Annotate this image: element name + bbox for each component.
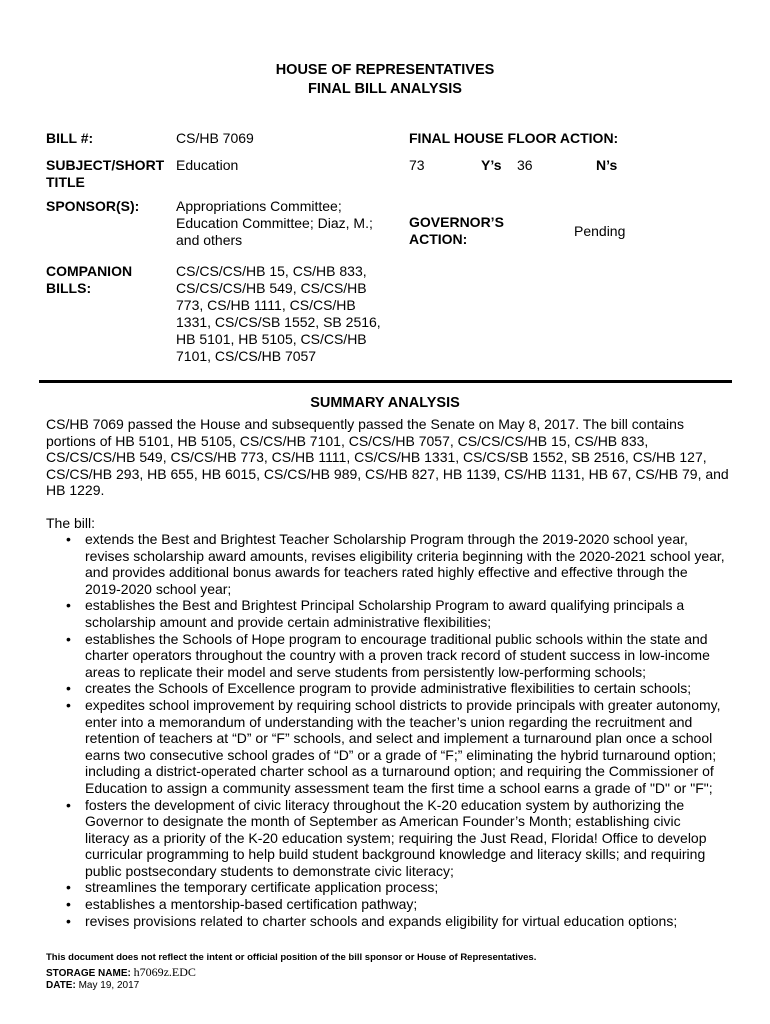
list-item: [39, 631, 739, 681]
document-title: HOUSE OF REPRESENTATIVES: [275, 62, 495, 78]
yeas-count: 73: [409, 157, 425, 173]
disclaimer: This document does not reflect the intent or official position of the bill sponsor or House of Representatives.: [46, 952, 537, 963]
date-value: May 19, 2017: [78, 980, 140, 991]
list-item-line: revises provisions related to charter schools and expands eligibility for virtual education options;: [85, 912, 678, 929]
list-item-line: streamlines the temporary certificate application process;: [85, 879, 439, 896]
bullet-icon: •: [66, 896, 71, 913]
subject-label-line: TITLE: [46, 174, 85, 190]
storage-label: STORAGE NAME:: [46, 968, 131, 979]
storage-name: [46, 966, 196, 980]
sponsor-line: Appropriations Committee;: [176, 198, 342, 214]
sponsor-label: SPONSOR(S):: [46, 198, 140, 214]
floor-action-label: FINAL HOUSE FLOOR ACTION:: [409, 130, 619, 146]
section-divider: [39, 380, 732, 383]
nays-count: 36: [517, 157, 533, 173]
list-item: [39, 797, 739, 880]
governor-action-value: Pending: [574, 223, 626, 239]
companion-line: CS/CS/CS/HB 15, CS/HB 833,: [176, 263, 367, 279]
bullet-icon: •: [66, 796, 71, 813]
bill-number-value: CS/HB 7069: [176, 130, 254, 146]
list-item-line: public postsecondary students to demonstrate civic literacy;: [85, 862, 454, 879]
list-item: [39, 531, 739, 597]
list-item: [39, 697, 739, 797]
yeas-label: Y’s: [481, 157, 502, 173]
subject-label-line: SUBJECT/SHORT: [46, 157, 165, 173]
bill-intro: The bill:: [46, 515, 96, 531]
bullet-icon: •: [66, 680, 71, 697]
bill-provisions-list: [39, 531, 739, 929]
sponsor-line: Education Committee; Diaz, M.;: [176, 215, 373, 231]
bullet-icon: •: [66, 630, 71, 647]
list-item-line: extends the Best and Brightest Teacher Scholarship Program through the 2019-2020 school year,: [85, 531, 688, 547]
companion-label-line: BILLS:: [46, 280, 92, 296]
list-item-line: scholarship amount and provide certain administrative flexibilities;: [85, 613, 492, 630]
list-item-line: establishes the Schools of Hope program to encourage traditional public schools within the state and: [85, 630, 708, 647]
sponsor-line: and others: [176, 232, 243, 248]
list-item-line: expedites school improvement by requiring school districts to provide principals with greater autonomy,: [85, 696, 721, 713]
list-item-line: fosters the development of civic literacy throughout the K-20 education system by authorizing the: [85, 796, 685, 813]
summary-intro-line: CS/CS/CS/HB 549, CS/CS/HB 773, CS/HB 1111, CS/CS/HB 1331, CS/CS/SB 1552, SB 2516, CS/HB 127,: [46, 449, 707, 466]
list-item-line: creates the Schools of Excellence program to provide administrative flexibilities to certain schools;: [85, 680, 692, 697]
summary-intro: [46, 416, 736, 499]
bullet-icon: •: [66, 912, 71, 929]
list-item-line: including a district-operated charter school as a turnaround option; and requiring the Commissioner of: [85, 763, 714, 780]
bullet-icon: •: [66, 597, 71, 614]
subject-label: [46, 157, 164, 191]
subject-value: Education: [176, 157, 239, 173]
bill-number-label: BILL #:: [46, 130, 94, 146]
summary-title: SUMMARY ANALYSIS: [310, 395, 460, 411]
companion-line: CS/CS/CS/HB 549, CS/CS/HB: [176, 280, 367, 296]
companion-line: HB 5101, HB 5105, CS/CS/HB: [176, 331, 367, 347]
list-item-line: 2019-2020 school year;: [85, 580, 232, 597]
list-item-line: areas to replicate their model and serve students from persistently low-performing schools;: [85, 663, 647, 680]
companion-bills-label: [46, 263, 132, 297]
document-subtitle: FINAL BILL ANALYSIS: [308, 81, 462, 97]
companion-line: 7101, CS/CS/HB 7057: [176, 348, 317, 364]
governor-label-line: GOVERNOR’S: [409, 214, 504, 230]
list-item-line: charter operators throughout the country with a proven track record of student success in low-income: [85, 647, 710, 664]
list-item-line: revises scholarship award amounts, revises eligibility criteria beginning with the 2020-2021 school year,: [85, 547, 725, 564]
bullet-icon: •: [66, 696, 71, 713]
list-item-line: earns two consecutive school grades of “D” or a grade of “F;” eliminating the hybrid turnaround option;: [85, 746, 717, 763]
companion-line: 1331, CS/CS/SB 1552, SB 2516,: [176, 314, 381, 330]
list-item: [39, 913, 739, 930]
summary-intro-line: CS/CS/HB 293, HB 655, HB 6015, CS/CS/HB 989, CS/HB 827, HB 1139, CS/HB 1131, HB 67, CS/HB 79, and: [46, 465, 729, 482]
list-item: [39, 680, 739, 697]
governor-label-line: ACTION:: [409, 231, 468, 247]
summary-intro-line: portions of HB 5101, HB 5105, CS/CS/HB 7101, CS/CS/HB 7057, CS/CS/CS/HB 15, CS/HB 833,: [46, 432, 649, 449]
bullet-icon: •: [66, 531, 71, 547]
nays-label: N’s: [596, 157, 618, 173]
governor-action-label: [409, 214, 504, 248]
list-item: [39, 896, 739, 913]
companion-label-line: COMPANION: [46, 263, 133, 279]
list-item-line: literacy as a priority of the K-20 education system; requiring the Just Read, Florida! Office to develop: [85, 829, 707, 846]
list-item-line: Governor to designate the month of September as American Founder’s Month; establishing civic: [85, 813, 681, 830]
list-item-line: enter into a memorandum of understanding with the teacher’s union regarding the recruitment and: [85, 713, 693, 730]
list-item: [39, 879, 739, 896]
list-item-line: retention of teachers at “D” or “F” schools, and select and implement a turnaround plan once a school: [85, 730, 713, 747]
companion-line: 773, CS/HB 1111, CS/CS/HB: [176, 297, 356, 313]
list-item-line: Education to assign a community assessment team the first time a school earns a grade of "D" or "F";: [85, 779, 713, 796]
list-item-line: establishes a mentorship-based certification pathway;: [85, 896, 418, 913]
date-label: DATE:: [46, 980, 76, 991]
list-item-line: establishes the Best and Brightest Principal Scholarship Program to award qualifying principals a: [85, 597, 685, 614]
document-date: [46, 979, 139, 992]
list-item-line: and provides additional bonus awards for teachers rated highly effective and effective through the: [85, 564, 688, 581]
storage-value: h7069z.EDC: [133, 965, 196, 979]
summary-intro-line: HB 1229.: [46, 482, 105, 499]
companion-bills-value: [176, 263, 381, 365]
summary-intro-line: CS/HB 7069 passed the House and subsequently passed the Senate on May 8, 2017. The bill contains: [46, 416, 684, 432]
list-item: [39, 597, 739, 630]
bullet-icon: •: [66, 879, 71, 896]
list-item-line: curricular programming to help build student background knowledge and literacy skills; and requiring: [85, 846, 706, 863]
sponsor-value: [176, 198, 373, 249]
